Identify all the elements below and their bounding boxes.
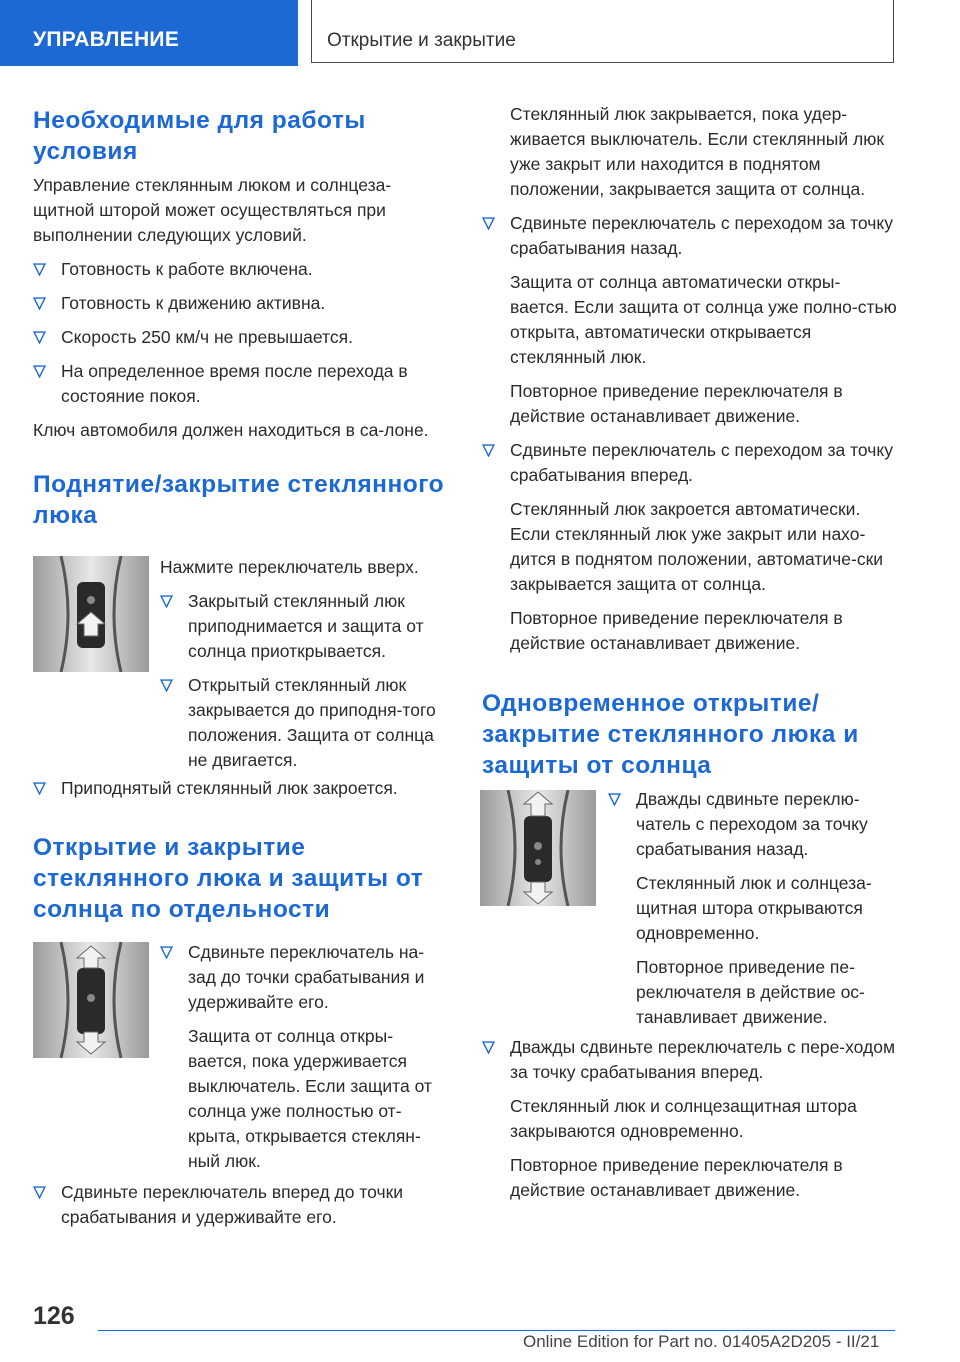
raise-block xyxy=(160,555,448,773)
page-header xyxy=(0,0,960,66)
separate-block-2 xyxy=(33,1180,448,1230)
triangle-bullet-icon xyxy=(608,793,621,806)
roof-switch-up-icon xyxy=(33,556,149,672)
simultaneous-block xyxy=(608,787,898,1030)
close-text: Стеклянный люк закрывается, пока удер-живается выключатель. Если стеклянный люк уже закрыт или находится в поднятом положении, закрывается защита от солнца. xyxy=(510,104,884,199)
list-item: Готовность к движению активна. xyxy=(33,291,448,316)
separate-block xyxy=(160,940,450,1174)
stop-note: Повторное приведение переключателя в действие останавливает движение. xyxy=(510,1155,843,1200)
triangle-bullet-icon xyxy=(482,217,495,230)
footer-divider xyxy=(98,1330,895,1331)
stop-note: Повторное приведение переключателя в действие останавливает движение. xyxy=(510,381,843,426)
stop-note: Повторное приведение пе-реключателя в действие ос-танавливает движение. xyxy=(636,957,865,1027)
left-column-lower xyxy=(33,776,448,925)
stop-note: Повторное приведение переключателя в действие останавливает движение. xyxy=(510,608,843,653)
left-column xyxy=(33,105,448,531)
section-tab xyxy=(0,0,298,66)
heading-separate: Открытие и закрытие стеклянного люка и защиты от солнца по отдельности xyxy=(33,834,424,923)
list-item: Дважды сдвиньте переключатель с пере-ходом за точку срабатывания вперед. xyxy=(482,1035,897,1085)
separate-note: Защита от солнца откры-вается, пока удерживается выключатель. Если защита от солнца уже полностью от-крыта, открывается стеклян-ный люк. xyxy=(188,1026,432,1171)
triangle-bullet-icon xyxy=(33,1186,46,1199)
requirements-intro: Управление стеклянным люком и солнцеза-щитной шторой может осуществляться при выполнении следующих условий. xyxy=(33,175,392,245)
section-title: УПРАВЛЕНИЕ xyxy=(33,28,180,51)
right-column xyxy=(482,102,897,781)
topic-title: Открытие и закрытие xyxy=(327,30,516,51)
sim-close-note: Стеклянный люк и солнцезащитная штора закрываются одновременно. xyxy=(510,1096,857,1141)
list-item: Закрытый стеклянный люк приподнимается и защита от солнца приоткрывается. xyxy=(160,589,448,664)
triangle-bullet-icon xyxy=(482,1041,495,1054)
topic-box xyxy=(311,0,894,63)
list-item: Сдвиньте переключатель с переходом за точку срабатывания вперед. xyxy=(482,438,897,488)
edition-note: Online Edition for Part no. 01405A2D205 - II/21 xyxy=(523,1332,880,1351)
list-item: Сдвиньте переключатель с переходом за точку срабатывания назад. xyxy=(482,211,897,261)
triangle-bullet-icon xyxy=(33,297,46,310)
triangle-bullet-icon xyxy=(482,444,495,457)
heading-simultaneous: Одновременное открытие/ закрытие стеклянного люка и защиты от солнца xyxy=(482,690,859,779)
page-number: 126 xyxy=(33,1302,75,1330)
list-item: Сдвиньте переключатель на-зад до точки срабатывания и удерживайте его. xyxy=(160,940,450,1015)
triangle-bullet-icon xyxy=(160,679,173,692)
roof-switch-back-icon xyxy=(480,790,596,906)
list-item: Открытый стеклянный люк закрывается до приподня-того положения. Защита от солнца не двигается. xyxy=(160,673,448,773)
simultaneous-block-2 xyxy=(482,1035,897,1203)
heading-raise-close: Поднятие/закрытие стеклянного люка xyxy=(33,471,445,529)
list-item: На определенное время после перехода в состояние покоя. xyxy=(33,359,448,409)
key-note: Ключ автомобиля должен находиться в са-лоне. xyxy=(33,420,429,440)
triangle-bullet-icon xyxy=(160,946,173,959)
list-item: Приподнятый стеклянный люк закроется. xyxy=(33,776,448,801)
triangle-bullet-icon xyxy=(33,263,46,276)
list-item: Дважды сдвиньте переклю-чатель с переходом за точку срабатывания назад. xyxy=(608,787,898,862)
triangle-bullet-icon xyxy=(33,331,46,344)
raise-intro: Нажмите переключатель вверх. xyxy=(160,557,419,577)
auto-open-note: Защита от солнца автоматически откры-вается. Если защита от солнца уже полно-стью открыта, автоматически открывается стеклянный люк. xyxy=(510,272,897,367)
list-item: Сдвиньте переключатель вперед до точки срабатывания и удерживайте его. xyxy=(33,1180,448,1230)
list-item: Скорость 250 км/ч не превышается. xyxy=(33,325,448,350)
list-item: Готовность к работе включена. xyxy=(33,257,448,282)
sim-open-note: Стеклянный люк и солнцеза-щитная штора открываются одновременно. xyxy=(636,873,872,943)
triangle-bullet-icon xyxy=(33,365,46,378)
triangle-bullet-icon xyxy=(160,595,173,608)
heading-requirements: Необходимые для работы условия xyxy=(33,107,366,165)
triangle-bullet-icon xyxy=(33,782,46,795)
auto-close-note: Стеклянный люк закроется автоматически. Если стеклянный люк уже закрыт или нахо-дится в поднятом положении, автоматиче-ски закрывается защита от солнца. xyxy=(510,499,884,594)
roof-switch-both-icon xyxy=(33,942,149,1058)
